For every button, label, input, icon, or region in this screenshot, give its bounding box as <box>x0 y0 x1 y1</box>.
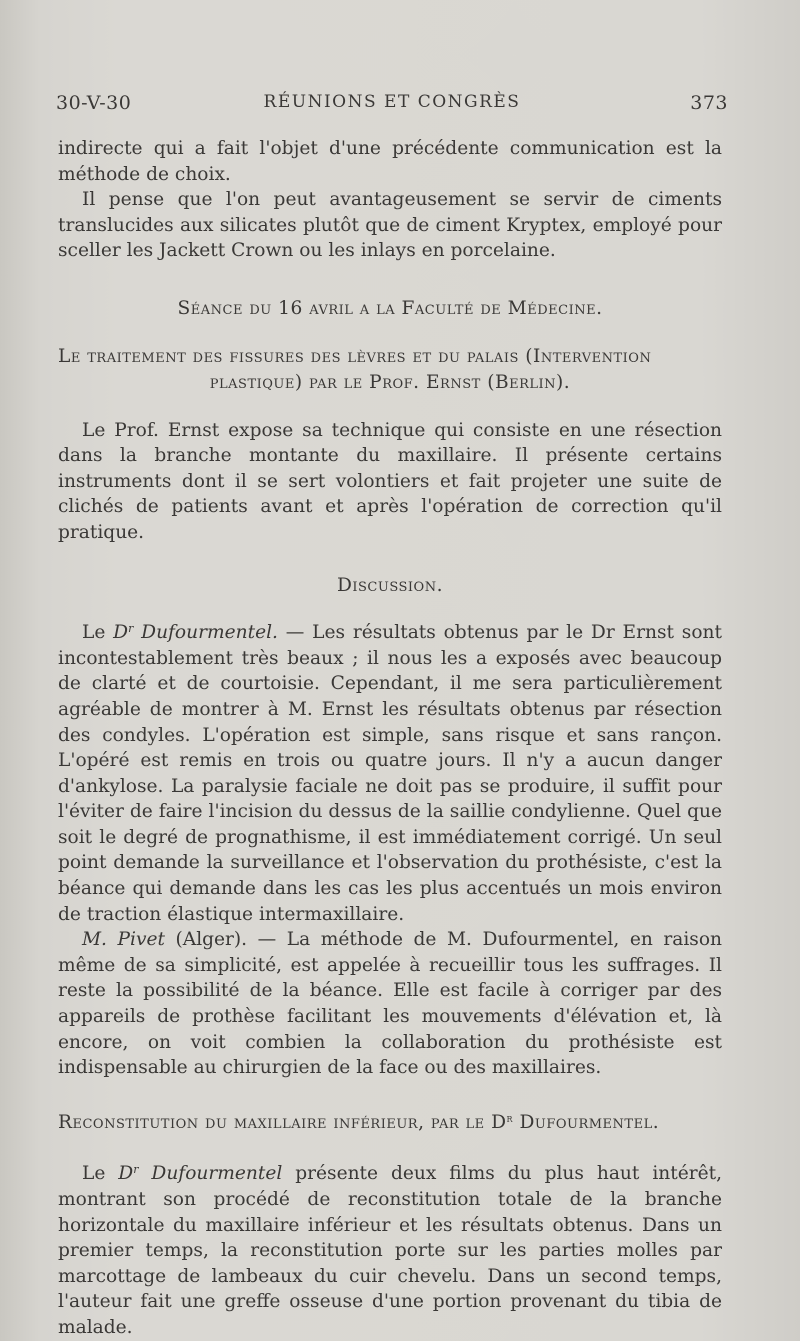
header-title: RÉUNIONS ET CONGRÈS <box>263 92 521 112</box>
speaker-pivet-text: (Alger). — La méthode de M. Dufourmentel, en raison même de sa simplicité, est appelée à recueillir tous les suffrages. Il reste la possibilité de la béance. Elle est facile à corriger par des appareils de prothèse facilitant les mouvements d'élévation et, là encore, on voit combien la collaboration du prothésiste est indispensable au chirurgien de la face ou des maxillaires. <box>58 929 722 1079</box>
paragraph-dufourmentel <box>58 620 722 927</box>
session-heading: Séance du 16 avril a la Faculté de Médecine. <box>177 297 603 319</box>
speaker-pivet-name: M. Pivet <box>82 929 165 951</box>
discussion-heading: Discussion. <box>336 574 443 596</box>
speaker-title: D <box>113 622 129 644</box>
section2-text: présente deux films du plus haut intérêt, montrant son procédé de reconstitution totale de la branche horizontale du maxillaire inférieur et les résultats obtenus. Dans un premier temps, la reconstitution porte sur les parties molles par marcottage de lambeaux du cuir chevelu. Dans un second temps, l'auteur fait une greffe osseuse d'une portion provenant du tibia de malade. <box>58 1163 722 1338</box>
section2-title-dr-sup: r <box>506 1111 514 1125</box>
section2-prefix: Le <box>82 1163 119 1185</box>
section-title-line1: Le traitement des fissures des lèvres et du palais (Intervention <box>58 345 652 367</box>
paragraph-ciments: Il pense que l'on peut avantageusement se servir de ciments translucides aux silicates plutôt que de ciment Kryptex, employé pour sceller les Jackett Crown ou les inlays en porcelaine. <box>58 189 722 262</box>
section2-dr-sup: r <box>133 1163 139 1177</box>
section2-name: Dufourmentel <box>138 1163 283 1185</box>
speaker-prefix: Le <box>82 622 114 644</box>
header-date: 30-V-30 <box>56 92 132 114</box>
paragraph-continuation: indirecte qui a fait l'objet d'une précédente communication est la méthode de choix. <box>58 138 722 185</box>
running-header <box>56 92 728 122</box>
section-title-line2: plastique) par le Prof. Ernst (Berlin). <box>209 371 571 393</box>
paragraph-ernst: Le Prof. Ernst expose sa technique qui consiste en une résection dans la branche montante du maxillaire. Il présente certains instruments dont il se sert volontiers et fait projeter une suite de clichés de patients avant et après l'opération de correction qu'il pratique. <box>58 419 722 543</box>
paragraph-pivet <box>58 927 722 1081</box>
speaker-text: — Les résultats obtenus par le Dr Ernst sont incontestablement très beaux ; il nous les a exposés avec beaucoup de clarté et de courtoisie. Cependant, il me sera particulièrement agréable de montrer à M. Ernst les résultats obtenus par résection des condyles. L'opération est simple, sans risque et sans rançon. L'opéré est remis en trois ou quatre jours. Il n'y a aucun danger d'ankylose. La paralysie faciale ne doit pas se produire, il suffit pour l'éviter de faire l'incision du dessus de la saillie condylienne. Quel que soit le degré de prognathisme, il est immédiatement corrigé. Un seul point demande la surveillance et l'observation du prothésiste, c'est la béance qui demande dans les cas les plus accentués un mois environ de traction élastique intermaxillaire. <box>58 622 722 925</box>
section2-title-a: Reconstitution du maxillaire inférieur, par le <box>58 1111 492 1133</box>
section-title-ernst <box>58 344 722 396</box>
page-number: 373 <box>690 92 728 114</box>
section2-title-b: Dufourmentel. <box>513 1111 660 1133</box>
page-body <box>58 136 722 1341</box>
speaker-title-sup: r <box>128 622 134 636</box>
section2-dr: D <box>118 1163 134 1185</box>
section-title-reconstitution <box>58 1110 722 1136</box>
speaker-name: Dufourmentel. <box>141 622 278 644</box>
paragraph-reconstitution <box>58 1161 722 1340</box>
section2-title-dr: D <box>491 1111 507 1133</box>
